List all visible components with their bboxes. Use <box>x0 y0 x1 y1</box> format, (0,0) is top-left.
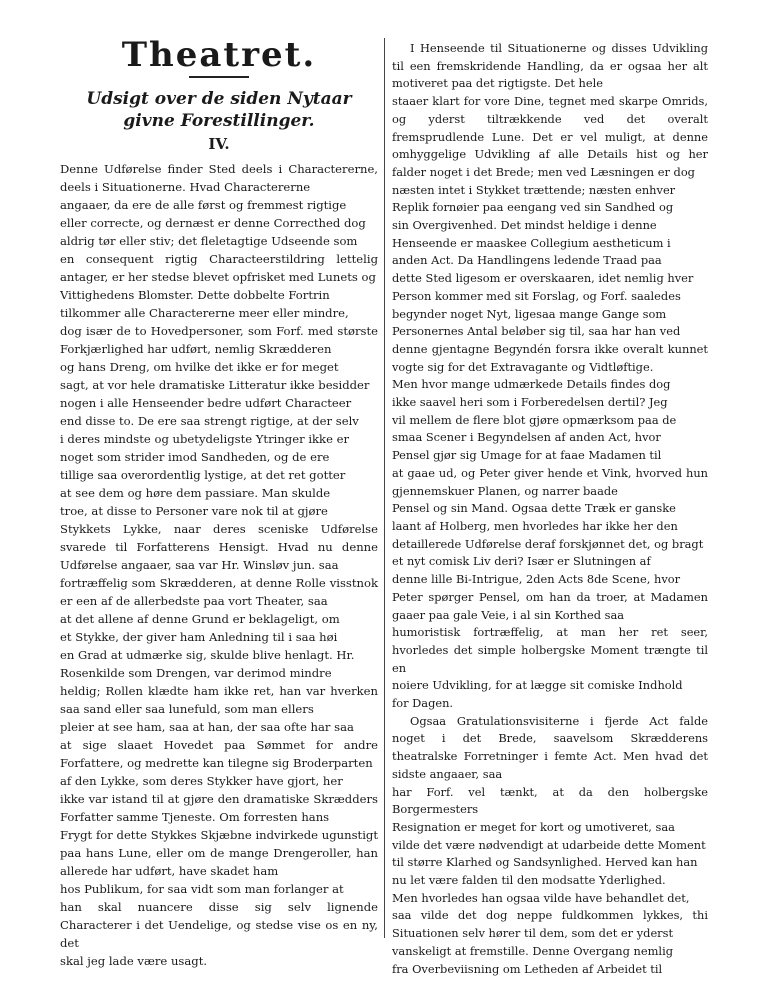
text-line: troe, at disse to Personer vare nok til at gjøre <box>60 504 328 518</box>
text-line: har Forf. vel tænkt, at da den holbergske Borgermesters <box>392 784 708 817</box>
left-column <box>60 36 378 970</box>
article-subtitle: Udsigt over de siden Nytaar givne Forestillinger. <box>86 89 352 131</box>
text-line: at sige slaaet Hovedet paa Sømmet for andre Forfattere, og medrette kan tilegne sig Broderparten <box>60 738 378 770</box>
text-line: angaaer, da ere de alle først og fremmest rigtige <box>60 198 347 212</box>
text-line: Ogsaa Gratulationsvisiterne i fjerde Act falde noget i det Brede, saavelsom Skrædderens theatralske Forretninger i femte Act. Men hvad det sidste angaaer, saa <box>392 713 708 781</box>
text-line: begynder noget Nyt, ligesaa mange Gange som <box>392 306 667 321</box>
text-line: et nyt comisk Liv deri? Især er Slutningen af <box>392 554 651 569</box>
text-line: Pensel og sin Mand. Ogsaa dette Træk er ganske <box>392 501 676 516</box>
text-line: saa vilde det dog neppe fuldkommen lykkes, thi Situationen selv hører til dem, som det er yderst <box>392 908 708 941</box>
text-line: denne lille Bi-Intrigue, 2den Acts 8de Scene, hvor <box>392 572 681 587</box>
text-line: at det allene af denne Grund er beklageligt, om <box>60 612 340 626</box>
text-line: fortræffelig som Skrædderen, at denne Rolle visstnok er een af de allerbedste paa vort Theater, saa <box>60 576 378 608</box>
left-column-text <box>60 160 378 970</box>
text-line: til større Klarhed og Sandsynlighed. Herved kan han <box>392 855 698 870</box>
text-line: nogen i alle Henseender bedre udført Characteer <box>60 396 352 410</box>
text-line: Vittighedens Blomster. Dette dobbelte Fortrin <box>60 288 330 302</box>
text-line: anden Act. Da Handlingens ledende Traad paa <box>392 253 662 268</box>
text-line: pleier at see ham, saa at han, der saa ofte har saa <box>60 720 354 734</box>
text-line: sagt, at vor hele dramatiske Litteratur ikke besidder <box>60 378 370 392</box>
text-line: I Henseende til Situationerne og disses Udvikling til een fremskridende Handling, da er ogsaa her alt motiveret paa det rigtigste. Det hele <box>392 41 708 91</box>
text-line: hos Publikum, for saa vidt som man forlanger at <box>60 882 344 896</box>
text-line: en Grad at udmærke sig, skulde blive henlagt. Hr. <box>60 648 355 662</box>
text-line: eller correcte, og dernæst er denne Correcthed dog <box>60 216 366 230</box>
text-line: Rosenkilde som Drengen, var derimod mindre <box>60 666 332 680</box>
text-line: sin Overgivenhed. Det mindst heldige i denne <box>392 218 657 233</box>
text-line: vanskeligt at fremstille. Denne Overgang nemlig <box>392 943 674 958</box>
right-column-text <box>392 40 708 978</box>
text-line: Henseende er maaskee Collegium aestheticum i <box>392 235 671 250</box>
text-line: ikke var istand til at gjøre den dramatiske Skrædders Forfatter samme Tjeneste. Om forresten hans <box>60 792 378 824</box>
section-title: Theatret. <box>121 35 317 75</box>
text-line: at gaae ud, og Peter giver hende et Vink, hvorved hun gjennemskuer Planen, og narrer baade <box>392 465 708 498</box>
text-line: skal jeg lade være usagt. <box>60 954 208 968</box>
text-line: Denne Udførelse finder Sted deels i Charactererne, deels i Situationerne. Hvad Charactererne <box>60 162 378 194</box>
right-column <box>392 40 708 978</box>
text-line: Person kommer med sit Forslag, og Forf. saaledes <box>392 288 681 303</box>
text-line: næsten intet i Stykket trættende; næsten enhver <box>392 182 676 197</box>
text-line: og hans Dreng, om hvilke det ikke er for meget <box>60 360 339 374</box>
text-line: tilkommer alle Charactererne meer eller mindre, <box>60 306 349 320</box>
text-line: heldig; Rollen klædte ham ikke ret, han var hverken saa sand eller saa lunefuld, som man ellers <box>60 684 378 716</box>
text-line: Resignation er meget for kort og umotiveret, saa <box>392 819 675 834</box>
text-line: Stykkets Lykke, naar deres sceniske Udførelse svarede til Forfatterens Hensigt. Hvad nu denne Udførelse angaaer, saa var Hr. Winsløv jun. saa <box>60 522 378 572</box>
text-line: Frygt for dette Stykkes Skjæbne indvirkede ugunstigt paa hans Lune, eller om de mange Drengeroller, han allerede har udført, have skadet ham <box>60 828 378 878</box>
text-line: fra Overbeviisning om Letheden af Arbeidet til <box>392 961 663 976</box>
text-line: noget som strider imod Sandheden, og de ere <box>60 450 330 464</box>
text-line: Pensel gjør sig Umage for at faae Madamen til <box>392 448 662 463</box>
column-divider <box>384 38 385 938</box>
text-line: aldrig tør eller stiv; det fleletagtige Udseende som <box>60 234 358 248</box>
title-rule <box>189 76 249 78</box>
text-line: Men hvorledes han ogsaa vilde have behandlet det, <box>392 890 690 905</box>
text-line: Men hvor mange udmærkede Details findes dog <box>392 377 671 392</box>
text-line: han skal nuancere disse sig selv lignende Characterer i det Uendelige, og stedse vise os en ny, det <box>60 900 378 950</box>
text-line: humoristisk fortræffelig, at man her ret seer, hvorledes det simple holbergske Moment trængte til en <box>392 625 708 675</box>
text-line: noiere Udvikling, for at lægge sit comiske Indhold <box>392 678 683 693</box>
text-line: dog især de to Hovedpersoner, som Forf. med største Forkjærlighed har udført, nemlig Skrædderen <box>60 324 378 356</box>
text-line: at see dem og høre dem passiare. Man skulde <box>60 486 331 500</box>
text-line: Replik fornøier paa eengang ved sin Sandhed og <box>392 200 674 215</box>
text-line: end disse to. De ere saa strengt rigtige, at der selv <box>60 414 359 428</box>
text-line: Peter spørger Pensel, om han da troer, at Madamen gaaer paa gale Veie, i al sin Korthed saa <box>392 589 708 622</box>
text-line: tillige saa overordentlig lystige, at det ret gotter <box>60 468 346 482</box>
text-line: vilde det være nødvendigt at udarbeide dette Moment <box>392 837 706 852</box>
text-line: for Dagen. <box>392 696 454 711</box>
text-line: ikke saavel heri som i Forberedelsen dertil? Jeg <box>392 395 668 410</box>
text-line: et Stykke, der giver ham Anledning til i saa høi <box>60 630 338 644</box>
text-line: vil mellem de flere blot gjøre opmærksom paa de <box>392 412 677 427</box>
text-line: denne gjentagne Begyndén forsra ikke overalt kunnet vogte sig for det Extravagante og Vidtløftige. <box>392 341 708 374</box>
text-line: nu let være falden til den modsatte Yderlighed. <box>392 873 666 888</box>
text-line: detaillerede Udførelse deraf forskjønnet det, og bragt <box>392 536 704 551</box>
text-line: en consequent rigtig Characteerstildring lettelig antager, er her stedse blevet opfrisket med Lunets og <box>60 252 378 284</box>
text-line: laant af Holberg, men hvorledes har ikke her den <box>392 518 678 533</box>
text-line: staaer klart for vore Dine, tegnet med skarpe Omrids, og yderst tiltrækkende ved det overalt fremsprudlende Lune. Det er vel muligt, at denne omhyggelige Udvikling af alle Details hist og her falder noget i det Brede; men ved Læsningen er dog <box>392 94 708 179</box>
text-line: i deres mindste og ubetydeligste Ytringer ikke er <box>60 432 350 446</box>
text-line: smaa Scener i Begyndelsen af anden Act, hvor <box>392 430 661 445</box>
article-numeral: IV. <box>208 135 230 153</box>
text-line: dette Sted ligesom er overskaaren, idet nemlig hver <box>392 271 694 286</box>
text-line: af den Lykke, som deres Stykker have gjort, her <box>60 774 343 788</box>
text-line: Personernes Antal beløber sig til, saa har han ved <box>392 324 681 339</box>
